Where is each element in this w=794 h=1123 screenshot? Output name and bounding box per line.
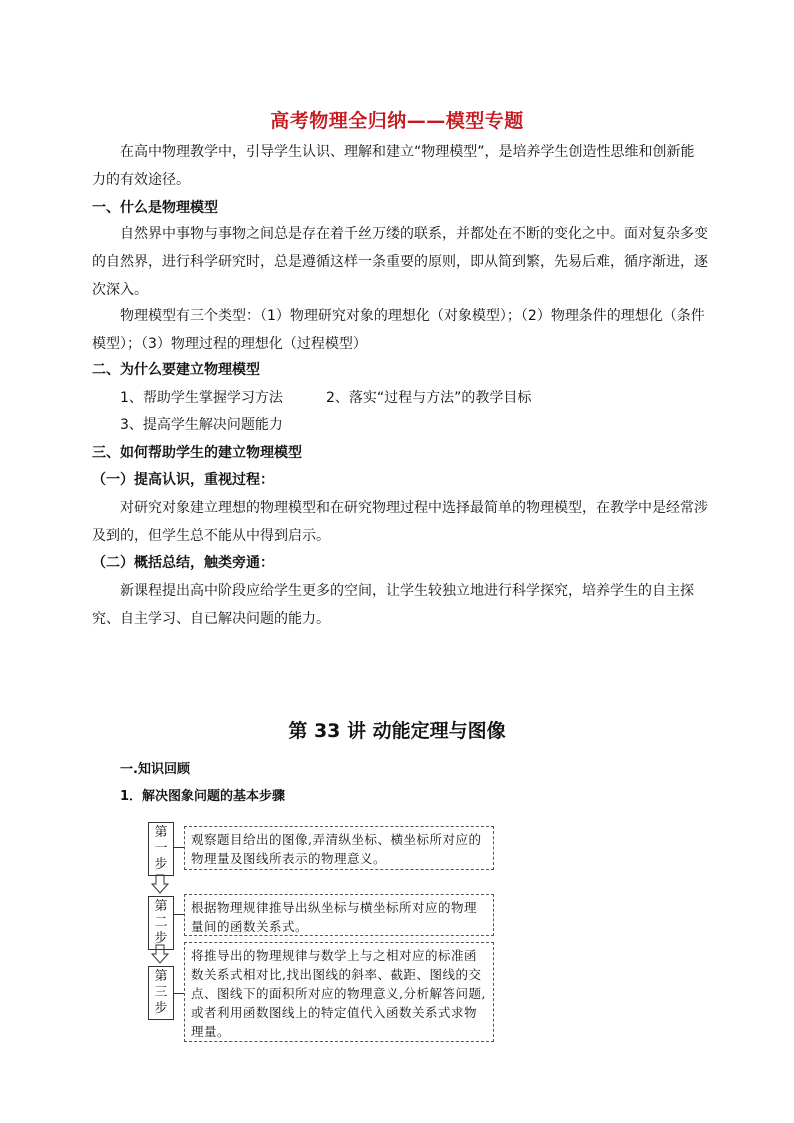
step-3-box: 将推导出的物理规律与数学上与之相对应的标准函数关系式相对比,找出图线的斜率、截距、图线的交点、图线下的面积所对应的物理意义,分析解答问题,或者利用函数图线上的特定值代入函数关系式求物理量。 — [184, 942, 494, 1042]
section-1-paragraph-2: 物理模型有三个类型：（1）物理研究对象的理想化（对象模型）；（2）物理条件的理想化（条件模型）；（3）物理过程的理想化（过程模型） — [92, 308, 705, 352]
knowledge-review-heading: 一.知识回顾 — [120, 762, 190, 777]
step-3-connector — [174, 993, 184, 994]
step-2-box: 根据物理规律推导出纵坐标与横坐标所对应的物理量间的函数关系式。 — [184, 894, 494, 936]
section-1-paragraph-1: 自然界中事物与事物之间总是存在着千丝万缕的联系，并都处在不断的变化之中。面对复杂多变的自然界，进行科学研究时，总是遵循这样一条重要的原则，即从简到繁，先易后难，循序渐进，逐次深入。 — [92, 226, 708, 298]
section-2-item-3: 3、提高学生解决问题能力 — [120, 417, 283, 433]
step-1-label: 第一步 — [148, 822, 174, 876]
step-3-label: 第三步 — [148, 966, 174, 1020]
section-3-subheading-1: （一）提高认识，重视过程： — [92, 472, 274, 488]
step-2-connector — [174, 914, 184, 915]
section-3-heading: 三、如何帮助学生的建立物理模型 — [92, 445, 302, 461]
lecture-title: 第 33 讲 动能定理与图像 — [288, 720, 506, 742]
point-1-heading: 1．解决图象问题的基本步骤 — [120, 789, 286, 804]
down-arrow-icon — [150, 874, 170, 894]
section-2-item-2: 2、落实“过程与方法”的教学目标 — [326, 390, 532, 406]
document-title: 高考物理全归纳——模型专题 — [270, 110, 524, 132]
intro-paragraph: 在高中物理教学中，引导学生认识、理解和建立“物理模型”，是培养学生创造性思维和创新能力的有效途径。 — [92, 144, 695, 188]
step-2-label: 第二步 — [148, 896, 174, 950]
step-1-box: 观察题目给出的图像,弄清纵坐标、横坐标所对应的物理量及图线所表示的物理意义。 — [184, 826, 494, 870]
section-2-item-1: 1、帮助学生掌握学习方法 — [120, 390, 283, 406]
section-3-paragraph-2: 新课程提出高中阶段应给学生更多的空间，让学生较独立地进行科学探究，培养学生的自主探究、自主学习、自已解决问题的能力。 — [92, 583, 694, 627]
step-1-connector — [174, 847, 184, 848]
down-arrow-icon — [150, 944, 170, 964]
section-3-paragraph-1: 对研究对象建立理想的物理模型和在研究物理过程中选择最简单的物理模型，在教学中是经常涉及到的，但学生总不能从中得到启示。 — [92, 500, 708, 544]
section-1-heading: 一、什么是物理模型 — [92, 200, 218, 216]
section-3-subheading-2: （二）概括总结，触类旁通： — [92, 555, 274, 571]
section-2-heading: 二、为什么要建立物理模型 — [92, 362, 260, 378]
